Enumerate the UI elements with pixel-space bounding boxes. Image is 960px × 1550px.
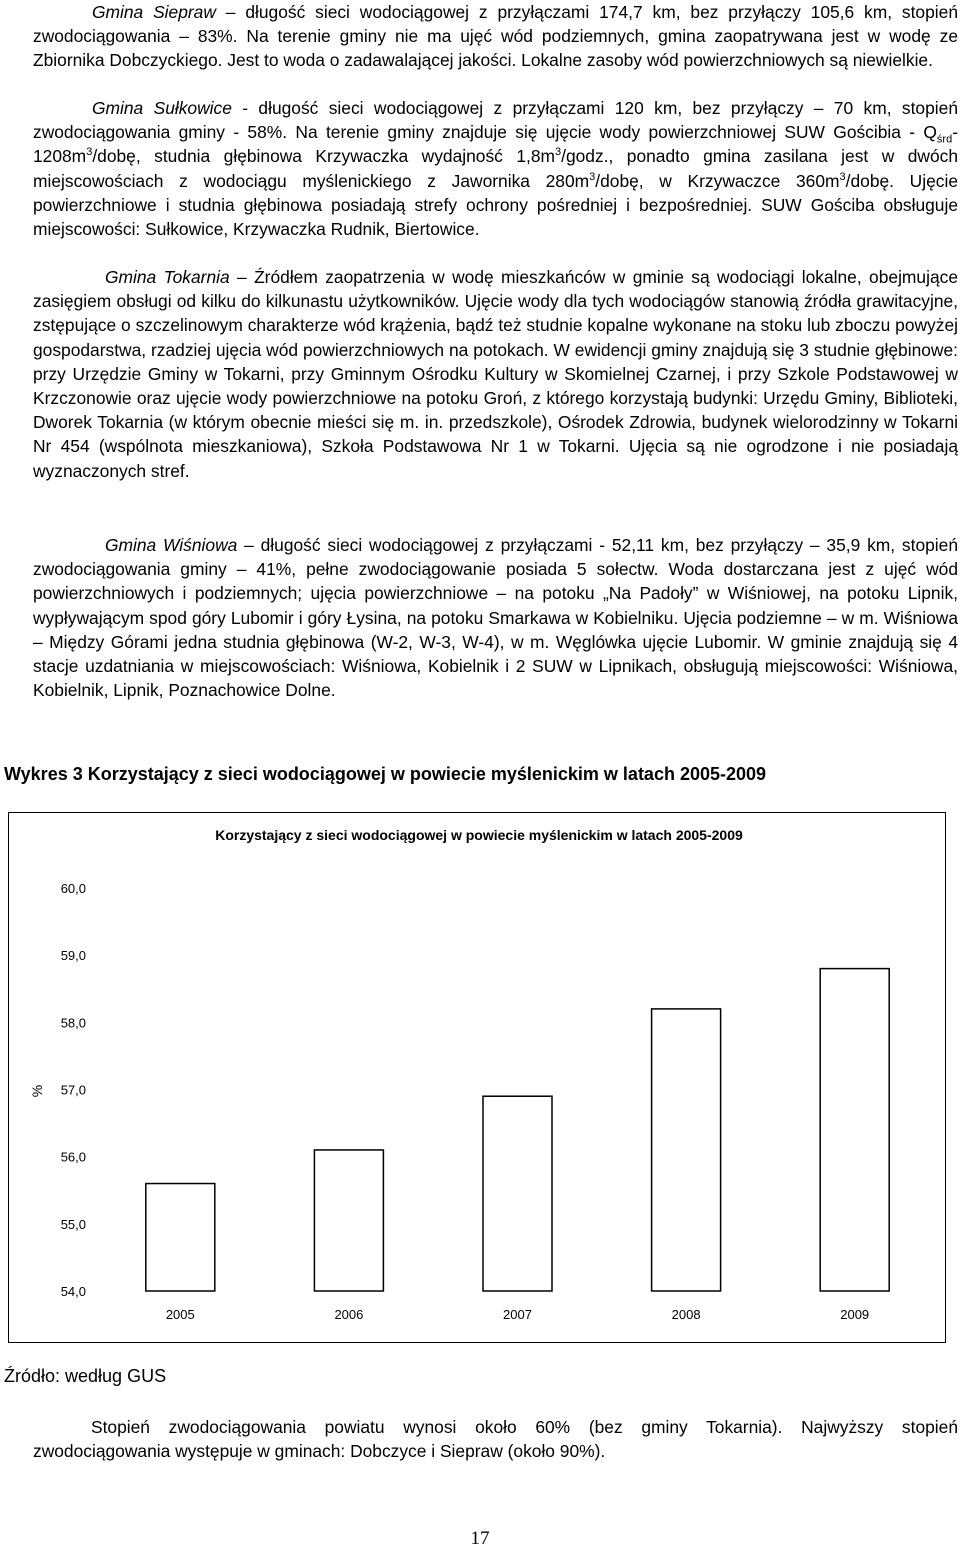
paragraph-text: -1208m <box>33 122 958 167</box>
superscript: 3 <box>839 170 846 183</box>
source-note: Źródło: według GUS <box>4 1366 167 1386</box>
superscript: 3 <box>589 170 596 183</box>
chart-frame <box>8 812 946 1343</box>
x-tick-label: 2005 <box>165 1307 195 1322</box>
subscript: śrd <box>936 133 953 146</box>
gmina-name: Gmina Siepraw <box>92 2 216 22</box>
paragraph-text: – długość sieci wodociągowej z przyłączami 174,7 km, bez przyłączy 105,6 km, stopień zwodociągowania – 83%. Na terenie gminy nie ma ujęć wód podziemnych, gmina zaopatrywana jest w wodę ze Zbiornika Dobczyckiego. Jest to woda o zadawalającej jakości. Lokalne zasoby wód powierzchniowych są niewielkie. <box>33 2 958 71</box>
y-tick-label: 57,0 <box>60 1082 86 1098</box>
paragraph-text: /dobę, studnia głębinowa Krzywaczka wydajność 1,8m <box>92 146 555 167</box>
gmina-name: Gmina Wiśniowa <box>105 535 238 555</box>
paragraph-text: – długość sieci wodociągowej z przyłączami - 52,11 km, bez przyłączy – 35,9 km, stopień zwodociągowania gminy – 41%, pełne zwodociągowanie posiada 5 sołectw. Woda dostarczana jest z ujęć wód powierzchniowych i podziemnych; ujęcia powierzchniowe – na potoku „Na Padoły” w Wiśniowej, na potoku Lipnik, wypływającym spod góry Lubomir i góry Łysina, na potoku Smarkawa w Kobielniku. Ujęcia podziemne – w m. Wiśniowa – Między Górami jedna studnia głębinowa (W-2, W-3, W-4), w m. Węglówka ujęcie Lubomir. W gminie znajdują się 4 stacje uzdatniania w miejscowościach: Wiśniowa, Kobielnik i 2 SUW w Lipnikach, obsługują miejscowości: Wiśniowa, Kobielnik, Lipnik, Poznachowice Dolne. <box>33 535 959 701</box>
paragraph-siepraw <box>33 0 958 73</box>
y-tick-label: 59,0 <box>60 948 86 964</box>
closing-paragraph: Stopień zwodociągowania powiatu wynosi około 60% (bez gminy Tokarnia). Najwyższy stopień zwodociągowania występuje w gminach: Dobczyce i Siepraw (około 90%). <box>33 1417 958 1462</box>
y-tick-label: 55,0 <box>60 1216 86 1232</box>
bar-2005 <box>146 1184 215 1291</box>
y-tick-label: 58,0 <box>60 1015 86 1031</box>
paragraph-text: /godz., ponadto gmina zasilana jest w dwóch miejscowościach z wodociągu myślenickiego z Jawornika 280m <box>33 146 958 191</box>
paragraph-wisniowa <box>33 533 958 702</box>
paragraph-text: - długość sieci wodociągowej z przyłączami 120 km, bez przyłączy – 70 km, stopień zwodociągowania gminy - 58%. Na terenie gminy znajduje się ujęcie wody powierzchniowej SUW Gościbia - Q <box>33 98 958 143</box>
gmina-name: Gmina Tokarnia <box>105 267 230 287</box>
superscript: 3 <box>86 146 93 159</box>
plot-area <box>61 881 890 1322</box>
y-axis-label: % <box>29 1084 45 1098</box>
y-tick-label: 60,0 <box>60 881 86 896</box>
superscript: 3 <box>554 146 562 159</box>
x-tick-label: 2006 <box>334 1307 364 1322</box>
page-number: 17 <box>470 1528 490 1549</box>
bar-2006 <box>314 1150 383 1291</box>
x-tick-label: 2009 <box>840 1307 870 1322</box>
bar-chart <box>9 813 947 1344</box>
bar-2008 <box>652 1009 721 1291</box>
figure-caption: Wykres 3 Korzystający z sieci wodociągowej w powiecie myślenickim w latach 2005-2009 <box>4 764 767 784</box>
y-tick-label: 56,0 <box>60 1149 86 1165</box>
paragraph-sulkowice <box>33 96 958 241</box>
chart-title: Korzystający z sieci wodociągowej w powiecie myślenickim w latach 2005-2009 <box>215 827 743 843</box>
y-tick-label: 54,0 <box>60 1284 86 1299</box>
x-tick-label: 2008 <box>671 1307 701 1322</box>
bar-2007 <box>483 1096 552 1291</box>
paragraph-text: /dobę, w Krzywaczce 360m <box>595 170 840 191</box>
x-tick-label: 2007 <box>503 1307 532 1322</box>
bar-2009 <box>820 969 889 1291</box>
gmina-name: Gmina Sułkowice <box>92 98 232 118</box>
paragraph-text: – Źródłem zaopatrzenia w wodę mieszkańców w gminie są wodociągi lokalne, obejmujące zasięgiem obsługi od kilku do kilkunastu użytkowników. Ujęcie wody dla tych wodociągów stanowią źródła grawitacyjne, zstępujące o szczelinowym charakterze wód krążenia, bądź też studnie kopalne wykonane na stoku lub zboczu powyżej gospodarstwa, rzadziej ujęcia wód powierzchniowych na potokach. W ewidencji gminy znajdują się 3 studnie głębinowe: przy Urzędzie Gminy w Tokarni, przy Gminnym Ośrodku Kultury w Skomielnej Czarnej, i przy Szkole Podstawowej w Krzczonowie oraz ujęcie wody powierzchniowe na potoku Groń, z którego korzystają budynki: Urzędu Gminy, Biblioteki, Dworek Tokarnia (w którym obecnie mieści się m. in. przedszkole), Ośrodek Zdrowia, budynek wielorodzinny w Tokarni Nr 454 (wspólnota mieszkaniowa), Szkoła Podstawowa Nr 1 w Tokarni. Ujęcia są nie ogrodzone i nie posiadają wyznaczonych stref. <box>33 267 958 481</box>
paragraph-tokarnia <box>33 265 958 483</box>
paragraph-text: /dobę. Ujęcie powierzchniowe i studnia głębinowa posiadają strefy ochrony pośredniej i bezpośredniej. SUW Gościba obsługuje miejscowości: Sułkowice, Krzywaczka Rudnik, Biertowice. <box>33 170 959 240</box>
